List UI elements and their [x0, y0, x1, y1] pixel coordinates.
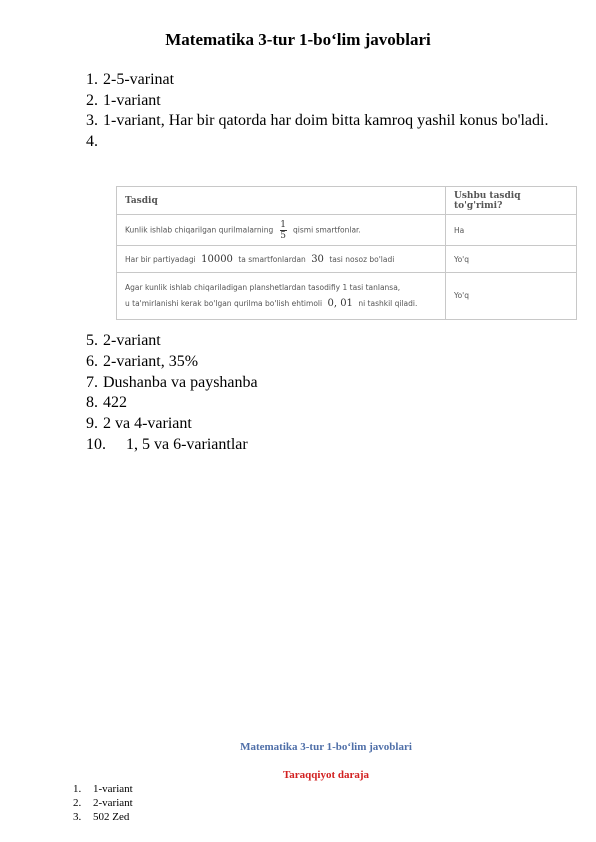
- fraction-denominator: 5: [280, 230, 286, 241]
- statement-text: u ta'mirlanishi kerak bo'lgan qurilma bo'lish ehtimoli: [125, 299, 323, 308]
- statement-cell: [117, 215, 446, 246]
- item-number: 4.: [86, 132, 98, 150]
- item-text: 2-variant, 35%: [103, 352, 199, 370]
- list-item: [86, 111, 556, 132]
- statement-line: [125, 296, 437, 312]
- number-value: 10000: [201, 253, 233, 265]
- list-item: [86, 132, 556, 153]
- item-number: 6.: [86, 352, 98, 370]
- list-item: [86, 70, 556, 91]
- statement-cell: [117, 273, 446, 320]
- item-text: 422: [103, 394, 127, 412]
- header-correct: Ushbu tasdiq to'g'rimi?: [446, 187, 577, 215]
- item-number: 2.: [73, 797, 82, 809]
- fraction: [280, 220, 287, 241]
- statement-text: Har bir partiyadagi: [125, 254, 196, 264]
- table-header-row: [117, 187, 577, 215]
- item-number: 3.: [86, 112, 98, 129]
- item-text: 502 Zed: [93, 811, 130, 823]
- item-text: 1, 5 va 6-variantlar: [126, 435, 248, 453]
- table-row: [117, 246, 577, 273]
- footer-answers-list: [73, 782, 373, 824]
- item-number: 3.: [73, 811, 82, 823]
- answers-list-bottom: [86, 331, 556, 456]
- item-text: 1-variant: [103, 91, 161, 109]
- header-statement: Tasdiq: [117, 187, 446, 215]
- footer-subtitle: Taraqqiyot daraja: [282, 769, 370, 781]
- statement-text: Kunlik ishlab chiqarilgan qurilmalarning: [125, 225, 274, 234]
- answer-cell: Yo'q: [446, 273, 577, 320]
- statement-text: Agar kunlik ishlab chiqariladigan planshetlardan tasodifiy 1 tasi tanlansa,: [125, 283, 401, 292]
- list-item: [86, 373, 556, 394]
- page-title: Matematika 3-tur 1-bo‘lim javoblari: [165, 30, 431, 49]
- answers-list-top: [86, 70, 556, 152]
- item-text: 1-variant: [93, 783, 133, 795]
- number-value: 0, 01: [327, 298, 353, 309]
- statement-text: qismi smartfonlar.: [293, 225, 361, 234]
- item-text: 2 va 4-variant: [103, 415, 192, 433]
- number-value: 30: [311, 253, 324, 265]
- list-item: [86, 393, 556, 414]
- footer-title: Matematika 3-tur 1-bo‘lim javoblari: [240, 741, 412, 753]
- item-number: 5.: [86, 332, 98, 349]
- item-number: 9.: [86, 415, 98, 433]
- item-text: Dushanba va payshanba: [103, 373, 258, 391]
- item-text: 1-variant, Har bir qatorda har doim bitta kamroq yashil konus bo'ladi.: [103, 112, 549, 129]
- list-item: [86, 91, 556, 112]
- item-number: 10.: [86, 435, 106, 453]
- table-row: [117, 215, 577, 246]
- list-item: [86, 352, 556, 373]
- item-number: 8.: [86, 394, 98, 412]
- statement-text: tasi nosoz bo'ladi: [329, 254, 395, 264]
- item-number: 2.: [86, 91, 98, 109]
- list-item: [86, 414, 556, 435]
- item-number: 1.: [73, 783, 82, 795]
- table-row: [117, 273, 577, 320]
- list-item: [86, 331, 556, 352]
- list-item: [73, 810, 373, 824]
- item-text: [103, 132, 556, 153]
- answer-cell: Ha: [446, 215, 577, 246]
- item-text: 2-variant: [93, 797, 133, 809]
- item-text: 2-5-varinat: [103, 71, 175, 88]
- item-number: 1.: [86, 71, 98, 88]
- fraction-numerator: 1: [280, 219, 286, 230]
- statements-table: [116, 186, 577, 320]
- list-item: [86, 435, 556, 456]
- answer-cell: Yo'q: [446, 246, 577, 273]
- statement-cell: [117, 246, 446, 273]
- statement-text: ta smartfonlardan: [238, 254, 306, 264]
- item-text: 2-variant: [103, 332, 161, 349]
- list-item: [73, 796, 373, 810]
- statement-text: ni tashkil qiladi.: [358, 299, 418, 308]
- list-item: [73, 782, 373, 796]
- item-number: 7.: [86, 373, 98, 391]
